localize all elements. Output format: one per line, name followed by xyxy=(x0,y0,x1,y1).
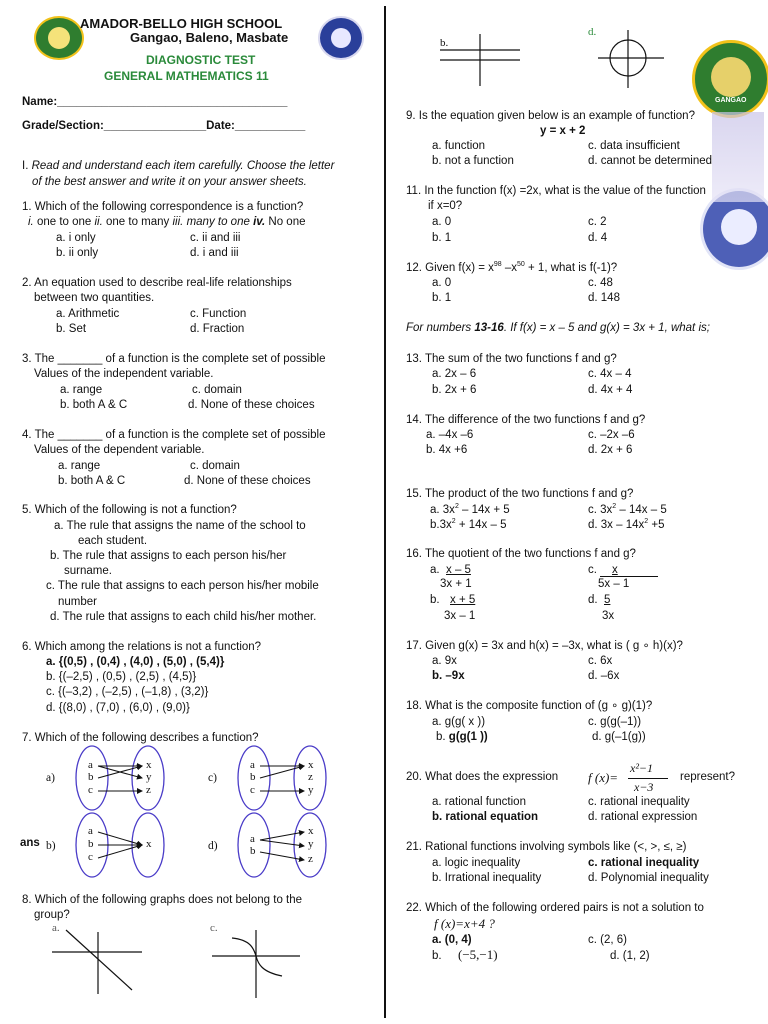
q18-b-label: b. xyxy=(436,731,449,743)
q15-c-post: – 14x – 5 xyxy=(616,503,667,516)
q8c-curve xyxy=(232,938,282,976)
q8-stem2: group? xyxy=(34,909,70,921)
q13-a: a. 2x – 6 xyxy=(432,368,477,380)
q20-tail: represent? xyxy=(680,771,735,783)
q7a-dom-0: a xyxy=(88,759,93,771)
q1-t4: No one xyxy=(265,216,306,228)
q7b-dom-0: a xyxy=(88,825,93,837)
seal-big-text: GANGAO xyxy=(715,97,747,104)
grade-date-line: Grade/Section:________________Date:___________ xyxy=(22,120,306,132)
q7d-rng-2: z xyxy=(308,853,313,865)
q22-stem: 22. Which of the following ordered pairs is not a solution to xyxy=(406,902,704,914)
q17-b: b. –9x xyxy=(432,670,465,682)
q9-equation: y = x + 2 xyxy=(540,125,586,137)
q22-c: c. (2, 6) xyxy=(588,934,627,946)
q15-d-pre: d. 3x – 14x xyxy=(588,518,645,531)
q16-c-fracbar xyxy=(600,576,658,577)
q8a-curve xyxy=(66,930,132,990)
q15-d-exp: 2 xyxy=(644,518,649,525)
q15-a-post: – 14x + 5 xyxy=(458,503,510,516)
q18-a: a. g(g( x )) xyxy=(432,716,486,728)
q7b-dom-2: c xyxy=(88,851,93,863)
q21-b: b. Irrational inequality xyxy=(432,872,542,884)
subject-title: GENERAL MATHEMATICS 11 xyxy=(104,69,269,83)
q1-n3: iii. xyxy=(172,216,184,228)
q11-c: c. 2 xyxy=(588,216,607,228)
school-address: Gangao, Baleno, Masbate xyxy=(130,30,289,45)
q15-b xyxy=(430,518,507,532)
q7c-dom-0: a xyxy=(250,759,255,771)
q16-a-num: x – 5 xyxy=(446,564,471,576)
instructions-line2: of the best answer and write it on your answer sheets. xyxy=(32,176,307,188)
q20-fx: f (x)= xyxy=(588,770,619,785)
q14-a: a. –4x –6 xyxy=(426,429,474,441)
q17-stem: 17. Given g(x) = 3x and h(x) = –3x, what is ( g ∘ h)(x)? xyxy=(406,640,683,652)
q1-t3: many to one xyxy=(183,216,254,228)
q15-c-pre: c. 3x xyxy=(588,503,613,516)
q21-stem: 21. Rational functions involving symbols like (<, >, ≤, ≥) xyxy=(406,841,687,853)
for13-post: . If f(x) = x – 5 and g(x) = 3x + 1, what is; xyxy=(503,322,710,334)
q16-c-den: 5x – 1 xyxy=(598,578,630,590)
q7d-rng-1: y xyxy=(308,838,314,850)
q8-label-c: c. xyxy=(210,922,218,934)
q5-stem: 5. Which of the following is not a function? xyxy=(22,504,237,516)
q5-c2: number xyxy=(58,596,97,608)
q21-c: c. rational inequality xyxy=(588,857,700,869)
q15-d xyxy=(588,518,664,532)
name-line: Name:____________________________________ xyxy=(22,96,288,108)
q4-stem2: Values of the dependent variable. xyxy=(34,444,205,456)
q7b-dom-1: b xyxy=(88,838,94,850)
q7d-dom-0: a xyxy=(250,833,255,845)
q5-b2: surname. xyxy=(64,565,112,577)
q16-stem: 16. The quotient of the two functions f and g? xyxy=(406,548,636,560)
q1-c: c. ii and iii xyxy=(190,232,241,244)
q7c-rng-0: x xyxy=(308,759,314,771)
q16-d-label: d. xyxy=(588,594,598,606)
q9-a: a. function xyxy=(432,140,486,152)
q1-a: a. i only xyxy=(56,232,96,244)
instructions-line1: Read and understand each item carefully. Choose the letter xyxy=(31,160,335,172)
q8-label-b: b. xyxy=(440,37,449,49)
q4-stem1: 4. The _______ of a function is the complete set of possible xyxy=(22,429,326,441)
q5-d: d. The rule that assigns to each child his/her mother. xyxy=(50,611,317,623)
q9-b: b. not a function xyxy=(432,155,514,167)
instructions-prefix: I. xyxy=(22,160,32,172)
q7c-dom-2: c xyxy=(250,784,255,796)
q2-c: c. Function xyxy=(190,308,247,320)
q16-b-num: x + 5 xyxy=(450,594,476,606)
q8-label-d: d. xyxy=(588,26,597,38)
q13-b: b. 2x + 6 xyxy=(432,384,477,396)
q3-c: c. domain xyxy=(192,384,242,396)
q20-d: d. rational expression xyxy=(588,811,698,823)
q7-label-a: a) xyxy=(46,772,55,784)
q15-a-pre: a. 3x xyxy=(430,503,455,516)
q6-d: d. {(8,0) , (7,0) , (6,0) , (9,0)} xyxy=(46,702,190,714)
q2-b: b. Set xyxy=(56,323,87,335)
q11-d: d. 4 xyxy=(588,232,608,244)
q22-equation: f (x)=x+4 ? xyxy=(434,916,495,931)
q20-c: c. rational inequality xyxy=(588,796,690,808)
q22-d: d. (1, 2) xyxy=(610,950,650,962)
q2-a: a. Arithmetic xyxy=(56,308,120,320)
q6-a: a. {(0,5) , (0,4) , (4,0) , (5,0) , (5,4)} xyxy=(46,656,225,668)
q15-a xyxy=(430,503,510,517)
q16-b-den: 3x – 1 xyxy=(444,610,476,622)
q21-a: a. logic inequality xyxy=(432,857,521,869)
q14-b: b. 4x +6 xyxy=(426,444,468,456)
for13-16 xyxy=(406,322,710,335)
q20-fracbar xyxy=(628,778,668,779)
q8-stem1: 8. Which of the following graphs does not belong to the xyxy=(22,894,303,906)
q7c-rng-1: z xyxy=(308,771,313,783)
q12-a: a. 0 xyxy=(432,277,452,289)
q7a-rng-1: y xyxy=(146,771,152,783)
q20-stem: 20. What does the expression xyxy=(406,771,559,783)
q1-t2: one to many xyxy=(102,216,173,228)
q9-stem: 9. Is the equation given below is an example of function? xyxy=(406,110,695,122)
q20-b: b. rational equation xyxy=(432,811,539,823)
q14-d: d. 2x + 6 xyxy=(588,444,633,456)
q18-stem: 18. What is the composite function of (g ∘ g)(1)? xyxy=(406,700,653,712)
q6-c: c. {(–3,2) , (–2,5) , (–1,8) , (3,2)} xyxy=(46,686,209,698)
q15-d-post: +5 xyxy=(648,518,665,531)
q12-d: d. 148 xyxy=(588,292,620,304)
q1-n2: ii. xyxy=(94,216,103,228)
q7-label-d: d) xyxy=(208,840,218,852)
q13-d: d. 4x + 4 xyxy=(588,384,633,396)
q12-exp2: 50 xyxy=(517,261,525,268)
q16-d-num: 5 xyxy=(604,594,611,606)
q20-num: x²−1 xyxy=(630,761,654,775)
q7a-dom-2: c xyxy=(88,784,93,796)
q3-d: d. None of these choices xyxy=(188,399,315,411)
q9-d: d. cannot be determined xyxy=(588,155,713,167)
q15-b-pre: b.3x xyxy=(430,518,452,531)
q14-stem: 14. The difference of the two functions f and g? xyxy=(406,414,646,426)
q18-c: c. g(g(–1)) xyxy=(588,716,642,728)
q3-a: a. range xyxy=(60,384,103,396)
q9-c: c. data insufficient xyxy=(588,140,680,152)
q7d-rng-0: x xyxy=(308,825,314,837)
q7d-dom-1: b xyxy=(250,845,256,857)
q17-a: a. 9x xyxy=(432,655,457,667)
q7c-rng-2: y xyxy=(308,784,314,796)
q16-b-label: b. xyxy=(430,594,440,606)
q1-stem: 1. Which of the following correspondence is a function? xyxy=(22,201,304,213)
q2-stem1: 2. An equation used to describe real-life relationships xyxy=(22,277,292,289)
test-title: DIAGNOSTIC TEST xyxy=(146,53,256,67)
q4-a: a. range xyxy=(58,460,101,472)
q1-d: d. i and iii xyxy=(190,247,239,259)
q21-d: d. Polynomial inequality xyxy=(588,872,709,884)
q4-c: c. domain xyxy=(190,460,240,472)
q13-stem: 13. The sum of the two functions f and g? xyxy=(406,353,617,365)
q17-d: d. –6x xyxy=(588,670,620,682)
q11-b: b. 1 xyxy=(432,232,452,244)
q5-c1: c. The rule that assigns to each person his/her mobile xyxy=(46,580,319,592)
q13-c: c. 4x – 4 xyxy=(588,368,632,380)
q1-t1: one to one xyxy=(33,216,95,228)
q14-c: c. –2x –6 xyxy=(588,429,635,441)
q11-a: a. 0 xyxy=(432,216,452,228)
q16-d-den: 3x xyxy=(602,610,615,622)
q20-a: a. rational function xyxy=(432,796,526,808)
q18-b xyxy=(436,731,488,744)
q15-b-exp: 2 xyxy=(451,518,456,525)
q7a-dom-1: b xyxy=(88,771,94,783)
q7-ans: ans xyxy=(20,837,40,849)
q12-mid: –x xyxy=(501,261,518,274)
q7a-rng-2: z xyxy=(146,784,151,796)
q17-c: c. 6x xyxy=(588,655,613,667)
q16-c-num: x xyxy=(612,564,618,576)
q1-n1: i. xyxy=(28,216,34,228)
q16-c-label: c. xyxy=(588,564,597,576)
q15-c xyxy=(588,503,667,517)
q22-b-value: (−5,−1) xyxy=(458,947,498,962)
q11-stem1: 11. In the function f(x) =2x, what is the value of the function xyxy=(406,185,706,197)
q12-pre: 12. Given f(x) = x xyxy=(406,261,494,274)
q7-label-c: c) xyxy=(208,772,217,784)
q1-n4: iv. xyxy=(253,216,266,228)
q15-c-exp: 2 xyxy=(612,503,617,510)
q20-den: x−3 xyxy=(634,780,654,794)
q4-b: b. both A & C xyxy=(58,475,126,487)
q11-stem2: if x=0? xyxy=(428,200,463,212)
q3-stem1: 3. The _______ of a function is the complete set of possible xyxy=(22,353,326,365)
q5-b1: b. The rule that assigns to each person his/her xyxy=(50,550,287,562)
q12-stem xyxy=(406,261,617,275)
q22-a: a. (0, 4) xyxy=(432,934,472,946)
q18-d: d. g(–1(g)) xyxy=(592,731,646,743)
q7a-rng-0: x xyxy=(146,759,152,771)
q12-c: c. 48 xyxy=(588,277,613,289)
q6-stem: 6. Which among the relations is not a function? xyxy=(22,641,262,653)
q16-a-den: 3x + 1 xyxy=(440,578,472,590)
q15-a-exp: 2 xyxy=(454,503,459,510)
q7b-rng-0: x xyxy=(146,838,152,850)
q2-stem2: between two quantities. xyxy=(34,292,155,304)
q3-stem2: Values of the independent variable. xyxy=(34,368,214,380)
q12-post: + 1, what is f(-1)? xyxy=(524,261,618,274)
for13-pre: For numbers xyxy=(406,322,475,334)
q22-b: b. xyxy=(432,950,442,962)
column-divider xyxy=(384,6,386,1018)
q12-exp1: 98 xyxy=(493,261,502,268)
q5-a1: a. The rule that assigns the name of the school to xyxy=(54,520,306,532)
school-name: AMADOR-BELLO HIGH SCHOOL xyxy=(80,16,283,31)
q15-stem: 15. The product of the two functions f and g? xyxy=(406,488,634,500)
q8-label-a: a. xyxy=(52,922,60,934)
q5-a2: each student. xyxy=(78,535,148,547)
q16-a-label: a. xyxy=(430,564,440,576)
q2-d: d. Fraction xyxy=(190,323,245,335)
q7c-dom-1: b xyxy=(250,771,256,783)
q7-label-b: b) xyxy=(46,840,56,852)
q3-b: b. both A & C xyxy=(60,399,128,411)
q6-b: b. {(–2,5) , (0,5) , (2,5) , (4,5)} xyxy=(46,671,197,683)
q15-b-post: + 14x – 5 xyxy=(455,518,507,531)
q4-d: d. None of these choices xyxy=(184,475,311,487)
q18-b-val: g(g(1 )) xyxy=(448,731,488,743)
q12-b: b. 1 xyxy=(432,292,452,304)
q1-b: b. ii only xyxy=(56,247,99,259)
for13-nums: 13-16 xyxy=(474,322,504,334)
q7-stem: 7. Which of the following describes a function? xyxy=(22,732,259,744)
